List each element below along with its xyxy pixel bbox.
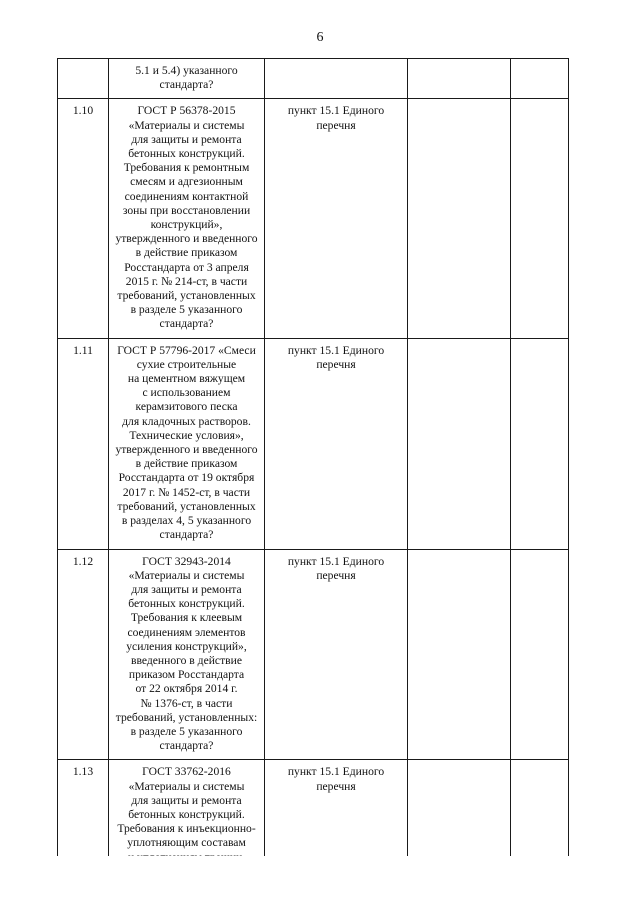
document-line: введенного в действие: [131, 653, 242, 667]
document-line: ГОСТ Р 56378-2015: [137, 104, 236, 118]
document-line: утвержденного и введенного: [115, 232, 258, 246]
table-row: [58, 59, 569, 99]
item-line: перечня: [316, 568, 356, 582]
empty-cell: [511, 59, 569, 99]
item-line: пункт 15.1 Единого: [287, 765, 385, 779]
page-bottom-margin: [0, 856, 640, 901]
document-line: керамзитового песка: [135, 400, 238, 414]
item-line: пункт 15.1 Единого: [287, 554, 385, 568]
document-line: для защиты и ремонта: [131, 132, 242, 146]
table-row: [58, 99, 569, 338]
document-line: 5.1 и 5.4) указанного: [135, 64, 238, 77]
empty-cell: [408, 99, 511, 338]
document-cell: [109, 99, 265, 338]
document-line: в разделах 4, 5 указанного: [121, 514, 252, 528]
document-line: соединениям контактной: [124, 189, 249, 203]
document-line: стандарта?: [159, 528, 214, 542]
document-line: стандарта?: [159, 317, 214, 331]
document-line: бетонных конструкций.: [128, 807, 245, 821]
document-line: уплотняющим составам: [127, 836, 246, 850]
document-line: бетонных конструкций.: [128, 147, 245, 161]
document-line: требований, установленных: [117, 499, 256, 513]
item-cell: [265, 338, 408, 549]
item-line: перечня: [316, 357, 356, 371]
document-line: для защиты и ремонта: [131, 793, 242, 807]
item-line: перечня: [316, 779, 356, 793]
empty-cell: [408, 59, 511, 99]
document-line: Росстандарта от 3 апреля: [124, 260, 249, 274]
document-line: требований, установленных: [117, 289, 256, 303]
document-line: Технические условия»,: [129, 428, 244, 442]
requirements-table: [57, 58, 569, 886]
row-number: 1.10: [58, 99, 109, 338]
table-row: [58, 549, 569, 760]
document-line: стандарта?: [159, 78, 214, 92]
document-line: ГОСТ Р 57796-2017 «Смеси: [117, 343, 256, 357]
item-cell: [265, 549, 408, 760]
document-line: «Материалы и системы: [128, 118, 245, 132]
row-number: 1.12: [58, 549, 109, 760]
document-cell: [109, 59, 265, 99]
document-line: соединениям элементов: [127, 625, 246, 639]
document-line: на цементном вяжущем: [127, 372, 246, 386]
document-line: № 1376-ст, в части: [140, 696, 233, 710]
document-line: в действие приказом: [135, 457, 238, 471]
empty-cell: [408, 549, 511, 760]
document-line: «Материалы и системы: [128, 779, 245, 793]
document-cell: [109, 338, 265, 549]
document-line: в разделе 5 указанного: [130, 724, 243, 738]
document-line: для защиты и ремонта: [131, 582, 242, 596]
row-number: 1.11: [58, 338, 109, 549]
empty-cell: [511, 99, 569, 338]
document-line: 2015 г. № 214-ст, в части: [125, 274, 248, 288]
document-line: ГОСТ 33762-2016: [142, 765, 231, 779]
document-line: Требования к ремонтным: [123, 161, 250, 175]
document-line: «Материалы и системы: [128, 568, 245, 582]
page-number: 6: [316, 30, 324, 45]
item-cell: [265, 99, 408, 338]
item-line: пункт 15.1 Единого: [287, 343, 385, 357]
document-line: утвержденного и введенного: [115, 443, 258, 457]
row-number: [58, 59, 109, 99]
document-line: в разделе 5 указанного: [130, 303, 243, 317]
document-line: бетонных конструкций.: [128, 597, 245, 611]
item-line: перечня: [316, 118, 356, 132]
document-line: Требования к клеевым: [130, 611, 243, 625]
empty-cell: [511, 549, 569, 760]
row-number: 1.13: [58, 760, 109, 886]
document-line: требований, установленных:: [115, 710, 258, 724]
document-line: конструкций»,: [150, 218, 223, 232]
document-line: Требования к инъекционно-: [117, 822, 256, 836]
document-line: стандарта?: [159, 739, 214, 753]
item-line: пункт 15.1 Единого: [287, 104, 385, 118]
empty-cell: [408, 338, 511, 549]
document-line: зоны при восстановлении: [122, 203, 251, 217]
document-line: сухие строительные: [136, 357, 237, 371]
empty-cell: [511, 338, 569, 549]
document-line: 2017 г. № 1452-ст, в части: [122, 485, 251, 499]
document-line: для кладочных растворов.: [122, 414, 251, 428]
item-cell: [265, 59, 408, 99]
document-line: с использованием: [142, 386, 231, 400]
document-line: в действие приказом: [135, 246, 238, 260]
document-line: ГОСТ 32943-2014: [142, 554, 231, 568]
document-line: приказом Росстандарта: [128, 668, 245, 682]
document-cell: [109, 549, 265, 760]
document-line: Росстандарта от 19 октября: [118, 471, 255, 485]
document-line: от 22 октября 2014 г.: [135, 682, 238, 696]
document-line: усиления конструкций»,: [126, 639, 247, 653]
document-line: смесям и адгезионным: [130, 175, 243, 189]
table-row: [58, 338, 569, 549]
